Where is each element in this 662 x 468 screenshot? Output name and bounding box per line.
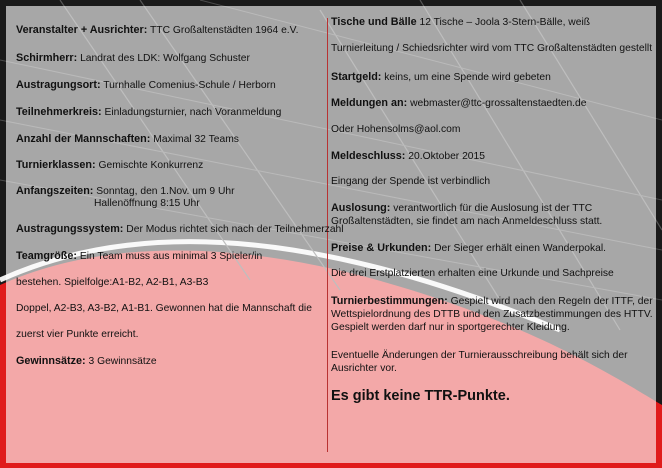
teamgroesse-row (16, 250, 262, 262)
schirmherr-label: Schirmherr: (16, 52, 78, 64)
teamgroesse-line2: bestehen. Spielfolge:A1-B2, A2-B1, A3-B3 (16, 277, 209, 288)
klassen-label: Turnierklassen: (16, 159, 96, 171)
klassen-value: Gemischte Konkurrenz (98, 160, 204, 171)
system-label: Austragungssystem: (16, 223, 124, 235)
schirmherr-row (16, 52, 250, 64)
saetze-row (16, 355, 157, 367)
anzahl-row (16, 133, 239, 145)
meldungen-label: Meldungen an: (331, 97, 408, 109)
meldeschluss-label: Meldeschluss: (331, 150, 406, 162)
preise-row (331, 242, 606, 254)
oder-text: Oder Hohensolms@aol.com (331, 124, 461, 135)
teamgroesse-label: Teamgröße: (16, 250, 77, 262)
meldeschluss-row (331, 150, 485, 162)
saetze-label: Gewinnsätze: (16, 355, 86, 367)
klassen-row (16, 159, 203, 171)
ort-row (16, 79, 276, 91)
teamgroesse-line4: zuerst vier Punkte erreicht. (16, 329, 139, 340)
leitung-text: Turnierleitung / Schiedsrichter wird vom TTC Großaltenstädten gestellt (331, 43, 653, 54)
teilnehmer-row (16, 106, 281, 118)
ort-label: Austragungsort: (16, 79, 101, 91)
veranstalter-row (16, 24, 298, 36)
tische-value: 12 Tische – Joola 3-Stern-Bälle, weiß (419, 17, 591, 28)
meldungen-value: webmaster@ttc-grossaltenstaedten.de (410, 98, 587, 109)
zeiten-value: Sonntag, den 1.Nov. um 9 Uhr (96, 186, 235, 197)
system-row (16, 223, 344, 235)
teamgroesse-value: Ein Team muss aus minimal 3 Spieler/in (79, 251, 263, 262)
spende-text: Eingang der Spende ist verbindlich (331, 176, 491, 187)
ttr-notice: Es gibt keine TTR-Punkte. (331, 388, 510, 404)
auslosung-label: Auslosung: (331, 202, 391, 214)
bestimmungen-row (331, 295, 655, 334)
saetze-value: 3 Gewinnsätze (88, 356, 157, 367)
system-value: Der Modus richtet sich nach der Teilnehmerzahl (126, 224, 344, 235)
ort-value: Turnhalle Comenius-Schule / Herborn (103, 80, 276, 91)
startgeld-value: keins, um eine Spende wird gebeten (384, 72, 551, 83)
veranstalter-label: Veranstalter + Ausrichter: (16, 24, 148, 36)
zeiten-label: Anfangszeiten: (16, 185, 94, 197)
teilnehmer-value: Einladungsturnier, nach Voranmeldung (104, 107, 282, 118)
schirmherr-value: Landrat des LDK: Wolfgang Schuster (80, 53, 250, 64)
anzahl-value: Maximal 32 Teams (153, 134, 239, 145)
zeiten-row (16, 185, 235, 197)
tische-row (331, 16, 590, 28)
preise-label: Preise & Urkunden: (331, 242, 432, 254)
column-divider (327, 18, 328, 452)
anzahl-label: Anzahl der Mannschaften: (16, 133, 151, 145)
veranstalter-value: TTC Großaltenstädten 1964 e.V. (150, 25, 299, 36)
meldeschluss-value: 20.Oktober 2015 (408, 151, 485, 162)
auslosung-row (331, 202, 653, 228)
tische-label: Tische und Bälle (331, 16, 417, 28)
startgeld-row (331, 71, 551, 83)
auslosung-value: verantwortlich für die Auslosung ist der TTC Großaltenstädten, sie findet am nach Anmeldeschluss statt. (331, 203, 603, 227)
preise-value: Der Sieger erhält einen Wanderpokal. (434, 243, 606, 254)
aenderungen-text: Eventuelle Änderungen der Turnierausschreibung behält sich der Ausrichter vor. (331, 350, 628, 374)
bestimmungen-label: Turnierbestimmungen: (331, 295, 448, 307)
bestimmungen-value: Gespielt wird nach den Regeln der ITTF, der Wettspielordnung des DTTB und den Zusatzbestimmungen des HTTV. Gespielt werden darf nur in sportgerechter Kleidung. (331, 296, 653, 333)
startgeld-label: Startgeld: (331, 71, 382, 83)
zeiten-value-line2: Hallenöffnung 8:15 Uhr (94, 198, 200, 209)
teamgroesse-line3: Doppel, A2-B3, A3-B2, A1-B1. Gewonnen hat die Mannschaft die (16, 303, 312, 314)
urkunde-text: Die drei Erstplatzierten erhalten eine Urkunde und Sachpreise (331, 268, 614, 279)
meldungen-row (331, 97, 587, 109)
teilnehmer-label: Teilnehmerkreis: (16, 106, 102, 118)
